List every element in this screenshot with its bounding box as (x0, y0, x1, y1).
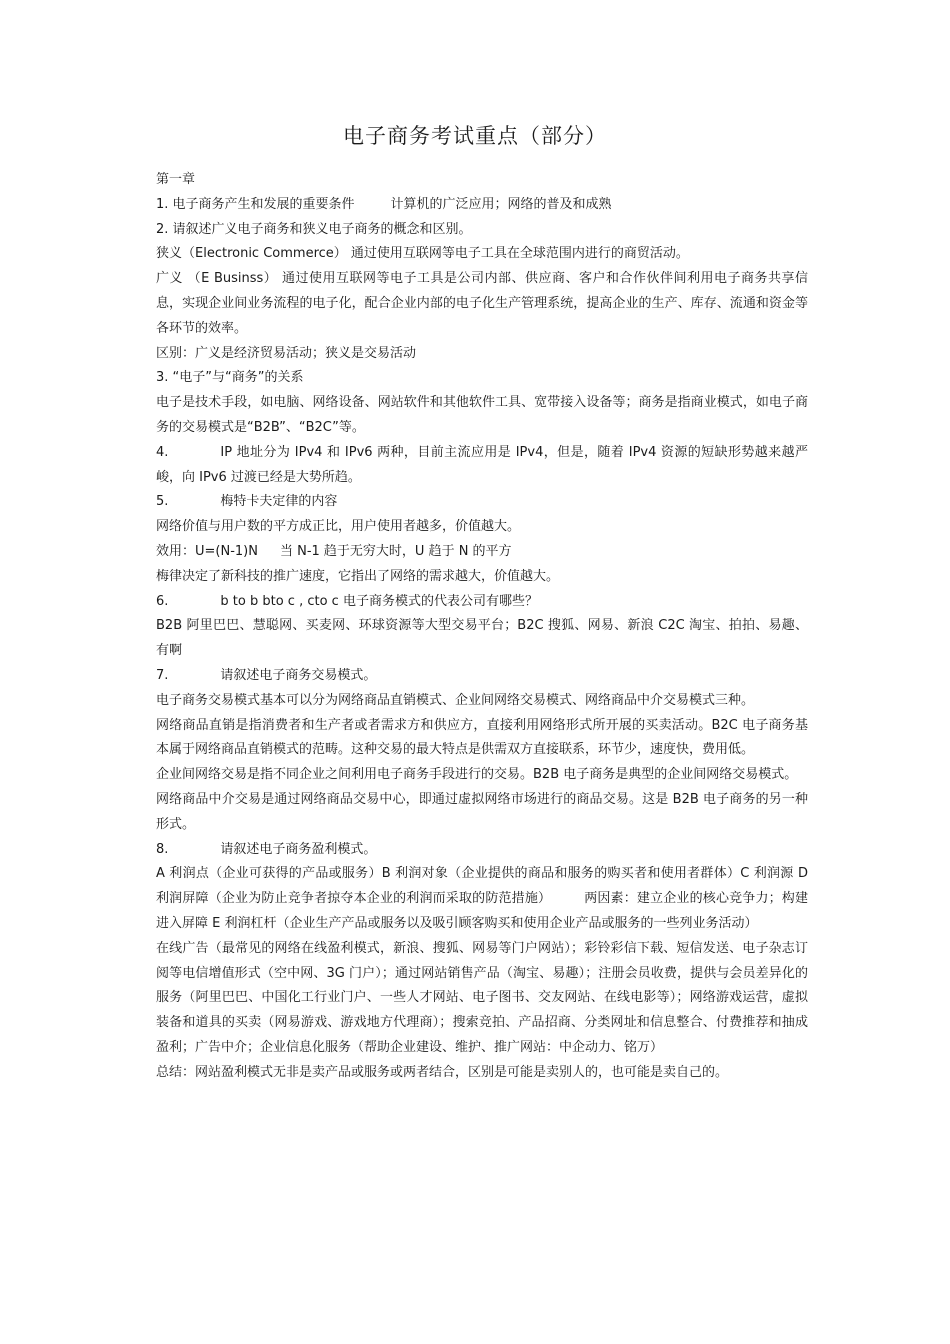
question-number: 7. (156, 667, 169, 683)
paragraph: 区别：广义是经济贸易活动；狭义是交易活动 (156, 345, 417, 361)
paragraph: 网络商品直销是指消费者和生产者或者需求方和供应方，直接利用网络形式所开展的买卖活动。B2C 电子商务基本属于网络商品直销模式的范畴。这种交易的最大特点是供需双方直接联系，环节少，速度快，费用低。 (156, 717, 808, 758)
paragraph: 总结：网站盈利模式无非是卖产品或服务或两者结合，区别是可能是卖别人的，也可能是卖自己的。 (156, 1064, 729, 1080)
question-text: 梅特卡夫定律的内容 (220, 494, 338, 510)
question-text: 请叙述电子商务交易模式。 (220, 667, 377, 683)
paragraph (156, 540, 808, 565)
paragraph: B2B 阿里巴巴、慧聪网、买麦网、环球资源等大型交易平台；B2C 搜狐、网易、新浪 C2C 淘宝、拍拍、易趣、有啊 (156, 618, 808, 659)
paragraph: A 利润点（企业可获得的产品或服务）B 利润对象（企业提供的商品和服务的购买者和使用者群体）C 利润源 D 利润屏障（企业为防止竞争者掠夺本企业的利润而采取的防范措施） 两因素：建立企业的核心竞争力；构建进入屏障 E 利润杠杆（企业生产产品或服务以及吸引顾客购买和使用企业产品或服务的一些列业务活动） (156, 866, 808, 931)
paragraph-text: IP 地址分为 IPv4 和 IPv6 两种，目前主流应用是 IPv4，但是，随着 IPv4 资源的短缺形势越来越严峻，向 IPv6 过渡已经是大势所趋。 (156, 444, 808, 485)
question-number: 4. (156, 444, 169, 460)
paragraph (156, 193, 808, 218)
question: 2. 请叙述广义电子商务和狭义电子商务的概念和区别。 (156, 221, 472, 237)
question-text: b to b bto c , cto c 电子商务模式的代表公司有哪些？ (220, 593, 538, 609)
formula-text: 效用：U=(N-1)N (156, 543, 258, 559)
paragraph: 在线广告（最常见的网络在线盈利模式，新浪、搜狐、网易等门户网站）；彩铃彩信下载、短信发送、电子杂志订阅等电信增值形式（空中网、3G 门户）；通过网站销售产品（淘宝、易趣）；注册会员收费，提供与会员差异化的服务（阿里巴巴、中国化工行业门户、一些人才网站、电子图书、交友网站、在线电影等）；网络游戏运营，虚拟装备和道具的买卖（网易游戏、游戏地方代理商）；搜索竞拍、产品招商、分类网址和信息整合、付费推荐和抽成盈利；广告中介；企业信息化服务（帮助企业建设、维护、推广网站：中企动力、铭万） (156, 940, 808, 1055)
paragraph: 电子是技术手段，如电脑、网络设备、网站软件和其他软件工具、宽带接入设备等；商务是指商业模式，如电子商务的交易模式是“B2B”、“B2C”等。 (156, 395, 808, 435)
question (156, 664, 808, 689)
question-number: 6. (156, 593, 169, 609)
paragraph (156, 441, 808, 491)
paragraph: 梅律决定了新科技的推广速度，它指出了网络的需求越大，价值越大。 (156, 568, 560, 584)
question-number: 5. (156, 494, 169, 510)
document-body (156, 168, 808, 1085)
question (156, 590, 808, 615)
question (156, 490, 808, 515)
paragraph: 企业间网络交易是指不同企业之间利用电子商务手段进行的交易。B2B 电子商务是典型的企业间网络交易模式。 (156, 767, 798, 783)
question-number: 8. (156, 841, 169, 857)
chapter-heading: 第一章 (156, 172, 196, 187)
paragraph: 狭义（Electronic Commerce） 通过使用互联网等电子工具在全球范围内进行的商贸活动。 (156, 246, 689, 262)
paragraph: 电子商务交易模式基本可以分为网络商品直销模式、企业间网络交易模式、网络商品中介交易模式三种。 (156, 692, 755, 708)
question: 3. “电子”与“商务”的关系 (156, 370, 304, 386)
document-title: 电子商务考试重点（部分） (343, 124, 607, 148)
question (156, 838, 808, 863)
formula-note: 当 N-1 趋于无穷大时，U 趋于 N 的平方 (279, 543, 512, 559)
question-text: 1. 电子商务产生和发展的重要条件 (156, 196, 355, 212)
paragraph: 网络商品中介交易是通过网络商品交易中心，即通过虚拟网络市场进行的商品交易。这是 B2B 电子商务的另一种形式。 (156, 791, 808, 832)
question-text: 请叙述电子商务盈利模式。 (220, 841, 377, 857)
paragraph: 网络价值与用户数的平方成正比，用户使用者越多，价值越大。 (156, 519, 521, 535)
paragraph: 广义 （E Businss） 通过使用互联网等电子工具是公司内部、供应商、客户和合作伙伴间利用电子商务共享信息，实现企业间业务流程的电子化，配合企业内部的电子化生产管理系统，提高企业的生产、库存、流通和资金等各环节的效率。 (156, 271, 808, 336)
answer-text: 计算机的广泛应用；网络的普及和成熟 (390, 196, 612, 212)
